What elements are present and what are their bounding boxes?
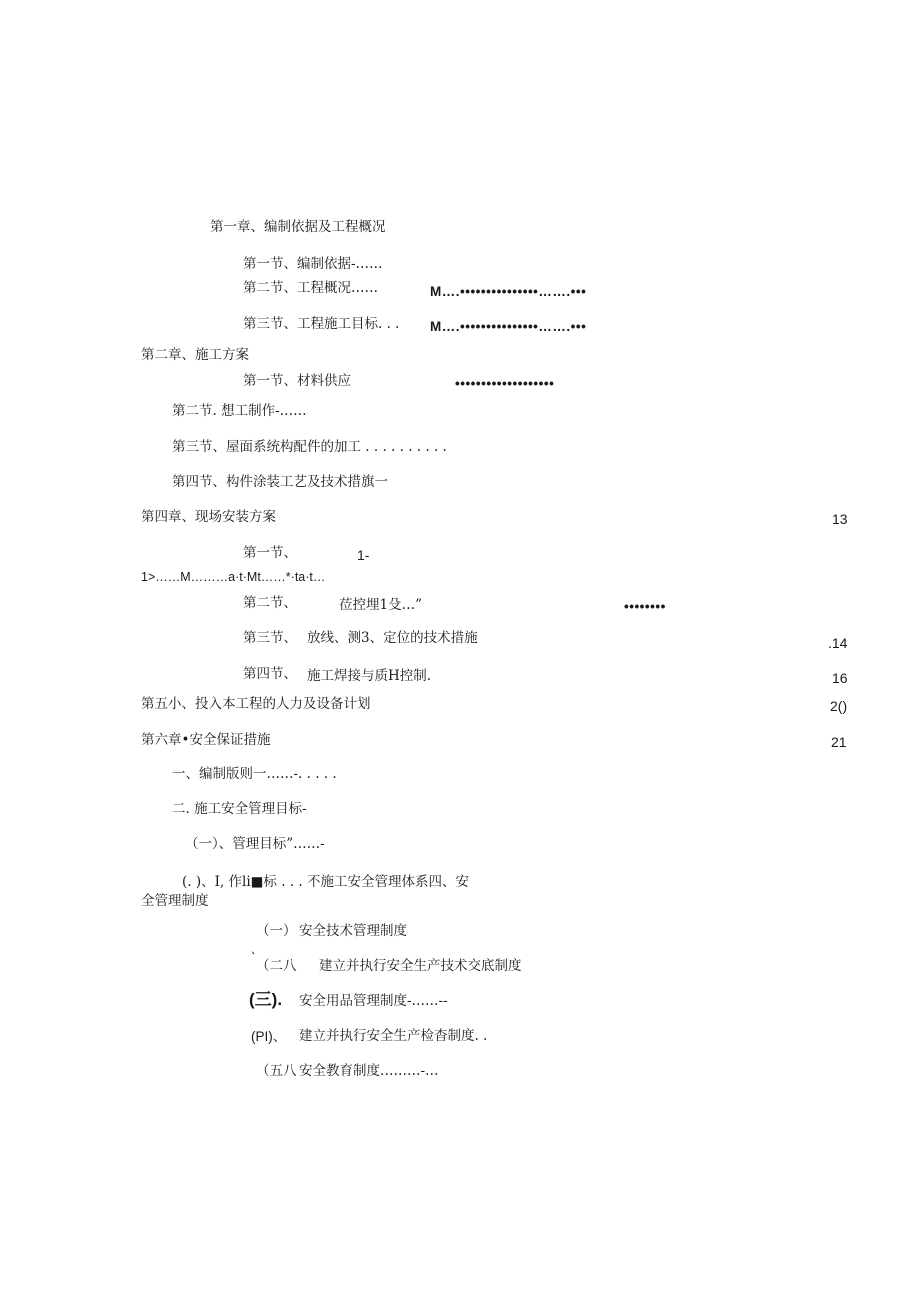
toc-ch4-section-1-continuation: 1>……M………a·t·Mt……*·ta·t…	[141, 570, 326, 584]
toc-ch6-item-2: 二. 施工安全管理目标-	[172, 801, 307, 817]
toc-ch6-item-4-5: 安全教育制度………-…	[299, 1063, 439, 1079]
toc-ch6-item-4-1-number: （一）	[256, 923, 297, 939]
toc-ch2-section-1-leader: •••••••••••••••••••	[455, 376, 555, 391]
toc-ch6-item-1: 一、编制版则一……-. . . . .	[172, 766, 337, 782]
toc-ch4-section-2-leader: ••••••••	[624, 599, 666, 614]
toc-ch1-section-1: 第一节、编制依据-……	[243, 256, 383, 272]
toc-ch6-item-4-separator: 、	[251, 943, 262, 956]
toc-ch4-section-4: 第四节、	[243, 666, 297, 682]
toc-ch6-item-4-2-number: （二八	[256, 958, 297, 974]
toc-ch1-section-2-leader: M….•••••••••••••••…….•••	[430, 284, 587, 299]
toc-ch4-section-3-title: 放线、测3、定位的技术措施	[307, 630, 478, 646]
toc-ch3-section-2: 第二节. 想工制作-……	[172, 403, 307, 419]
toc-ch6-item-2-b-line-2: 全管理制度	[141, 893, 209, 909]
toc-ch3-section-4: 第四节、构件涂装工艺及技术措旗一	[172, 474, 388, 490]
toc-ch1-section-3-leader: M….•••••••••••••••…….•••	[430, 319, 587, 334]
toc-chapter-1: 第一章、编制依据及工程概况	[210, 219, 386, 235]
toc-ch6-item-2-a: （一）、管理目标”……-	[185, 836, 325, 852]
toc-ch6-item-4-4: 建立并执行安全生产检杳制度. .	[299, 1028, 488, 1044]
toc-chapter-2: 第二章、施工方案	[141, 347, 249, 363]
toc-ch3-section-3: 第三节、屋面系统构配件的加工 . . . . . . . . . .	[172, 439, 447, 455]
toc-ch6-item-4-4-number: (PI)、	[251, 1029, 287, 1044]
toc-ch4-section-2-title: 莅控埋1殳…”	[339, 597, 422, 613]
toc-chapter-6: 第六章•安全保证措施	[141, 732, 271, 748]
toc-chapter-5-page: 2()	[830, 698, 848, 714]
toc-ch6-item-4-3-number: (三).	[249, 990, 283, 1009]
toc-ch4-section-1-title: 1-	[357, 547, 370, 563]
toc-ch4-section-4-page: 16	[832, 670, 848, 686]
toc-chapter-6-page: 21	[831, 734, 847, 750]
toc-ch4-section-4-title: 施工焊接与质H控制.	[307, 668, 432, 684]
toc-ch6-item-4-2: 建立并执行安全生产技术交底制度	[319, 958, 522, 974]
toc-chapter-5: 第五小、投入本工程的人力及设备计划	[141, 696, 371, 712]
toc-ch4-section-3: 第三节、	[243, 630, 297, 646]
toc-ch2-section-1: 第一节、材料供应	[243, 373, 351, 389]
toc-chapter-4: 第四章、现场安装方案	[141, 509, 276, 525]
toc-ch1-section-3: 第三节、工程施工目标. . .	[243, 316, 400, 332]
toc-ch6-item-2-b-line-1: (. )、I, 作li■标 . . . 不施工安全管理体系四、安	[182, 874, 469, 890]
toc-ch4-section-2: 第二节、	[243, 595, 297, 611]
toc-ch1-section-2: 第二节、工程概况……	[243, 280, 378, 296]
toc-ch6-item-4-3: 安全用品管理制度-……--	[299, 993, 448, 1009]
toc-ch4-section-3-page: .14	[828, 635, 848, 651]
toc-chapter-4-page: 13	[832, 511, 848, 527]
toc-ch4-section-1: 第一节、	[243, 545, 297, 561]
toc-ch6-item-4-5-number: （五八	[256, 1063, 297, 1079]
toc-ch6-item-4-1: 安全技术管理制度	[299, 923, 407, 939]
